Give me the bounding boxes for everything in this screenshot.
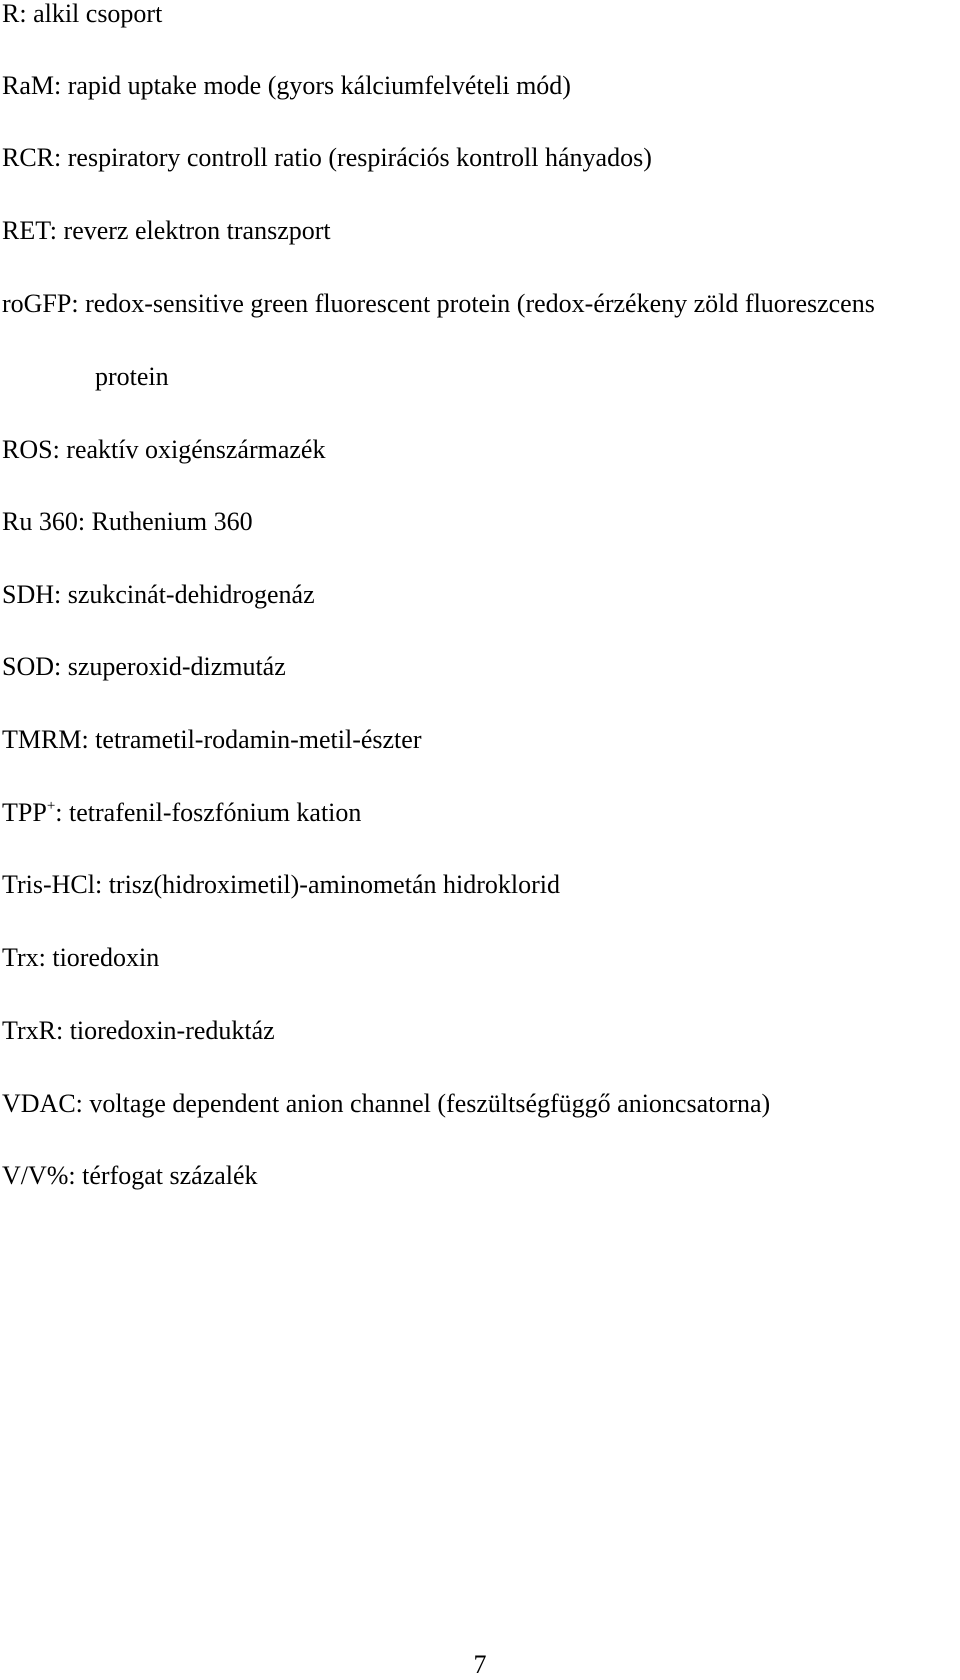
abbreviation-ru360: Ru 360: Ruthenium 360 xyxy=(2,507,253,536)
abbreviation-sod: SOD: szuperoxid-dizmutáz xyxy=(2,652,286,681)
abbreviation-sdh: SDH: szukcinát-dehidrogenáz xyxy=(2,580,315,609)
abbreviation-tpp-definition: : tetrafenil-foszfónium kation xyxy=(55,798,362,827)
abbreviation-tpp-term: TPP xyxy=(2,798,47,827)
abbreviation-tris-hcl: Tris-HCl: trisz(hidroximetil)-aminometán hidroklorid xyxy=(2,870,560,899)
abbreviation-vv: V/V%: térfogat százalék xyxy=(2,1161,258,1190)
abbreviation-tmrm: TMRM: tetrametil-rodamin-metil-észter xyxy=(2,725,422,754)
abbreviation-ret: RET: reverz elektron transzport xyxy=(2,216,331,245)
abbreviation-trxr: TrxR: tioredoxin-reduktáz xyxy=(2,1016,275,1045)
abbreviation-r: R: alkil csoport xyxy=(2,0,163,28)
abbreviation-rcr: RCR: respiratory controll ratio (respirációs kontroll hányados) xyxy=(2,143,652,172)
abbreviation-trx: Trx: tioredoxin xyxy=(2,943,160,972)
abbreviation-rogfp-continuation: protein xyxy=(95,362,169,391)
abbreviation-vdac: VDAC: voltage dependent anion channel (feszültségfüggő anioncsatorna) xyxy=(2,1089,771,1118)
abbreviation-rogfp: roGFP: redox-sensitive green fluorescent protein (redox-érzékeny zöld fluoreszcens xyxy=(2,289,875,318)
abbreviation-ros: ROS: reaktív oxigénszármazék xyxy=(2,435,326,464)
page-number: 7 xyxy=(473,1650,487,1679)
abbreviation-tpp-superscript: + xyxy=(46,798,56,814)
abbreviation-ram: RaM: rapid uptake mode (gyors kálciumfelvételi mód) xyxy=(2,71,571,100)
abbreviation-tpp xyxy=(2,798,361,828)
